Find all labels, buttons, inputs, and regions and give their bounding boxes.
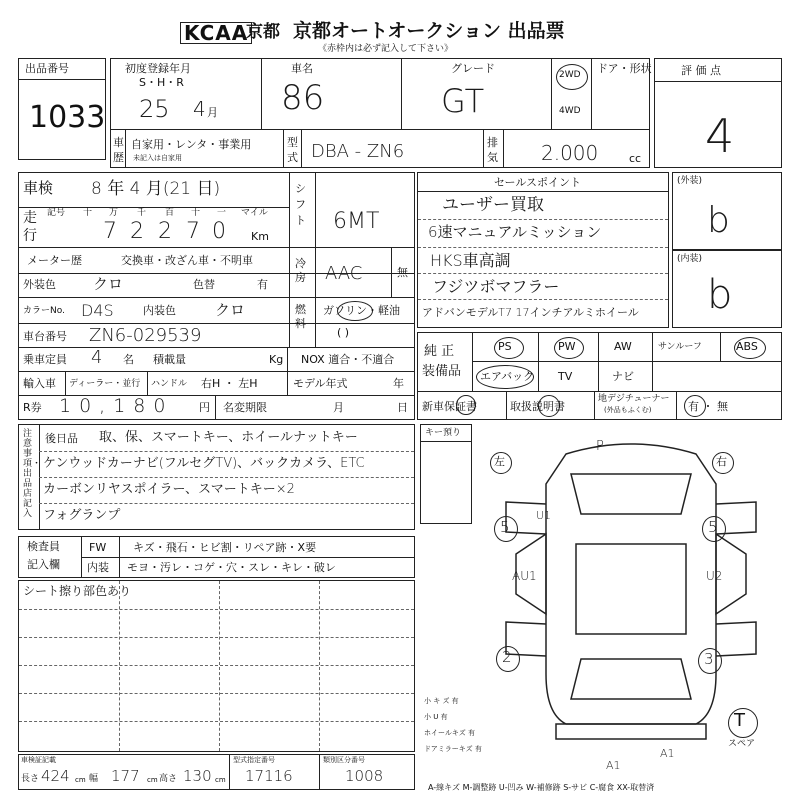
checker-int-text: モヨ・汚レ・コゲ・穴・スレ・キレ・破レ	[127, 561, 336, 574]
inspection-label: 車検	[23, 179, 54, 197]
notes-line1: 取、保、スマートキー、ホイールナットキー	[99, 430, 358, 445]
digital-tuner-note: (外品もふくむ)	[604, 406, 652, 414]
damage-mark: A1	[606, 759, 621, 772]
checker-label-2: 記入欄	[27, 558, 60, 571]
equip-airbag: エアバック	[480, 370, 535, 383]
width-label: 幅	[89, 774, 99, 784]
sales-point: フジツボマフラー	[432, 277, 560, 296]
notes-line2: ケンウッドカーナビ(フルセグTV)、バックカメラ、ETC	[43, 456, 365, 471]
sales-point: ユーザー買取	[442, 195, 544, 215]
damage-mark: 2	[502, 648, 512, 666]
length-unit: cm	[75, 776, 86, 784]
exterior-label: (外装)	[677, 176, 703, 186]
notes-line1-label: 後日品	[45, 432, 78, 445]
equipment-label-1: 純 正	[424, 344, 455, 359]
ext-color: クロ	[93, 275, 124, 293]
capacity-label: 乗車定員	[23, 353, 67, 366]
checker-int: 内装	[87, 561, 109, 574]
int-color: クロ	[215, 301, 246, 319]
interior-box	[672, 250, 782, 328]
model-year-unit: 年	[393, 377, 404, 390]
width-unit: cm	[147, 776, 158, 784]
equip-abs: ABS	[736, 340, 758, 353]
recycle-label: R券	[23, 401, 42, 414]
disp-value: 2.000	[541, 141, 599, 165]
reg-month: 4	[193, 97, 206, 121]
score-label: 評 価 点	[681, 64, 721, 77]
key-box	[420, 424, 472, 524]
dimensions-box	[18, 754, 415, 790]
load-unit: Kg	[269, 353, 284, 366]
header	[0, 0, 800, 58]
type-no-label: 型式指定番号	[233, 756, 275, 764]
class-no-label: 類別区分番号	[323, 756, 365, 764]
width: 177	[111, 767, 140, 785]
height-label: 高さ	[159, 774, 178, 784]
damage-mark: 5	[708, 518, 718, 536]
usage-options: 自家用・レンタ・事業用	[131, 138, 252, 151]
manual: 取扱説明書	[510, 400, 565, 413]
int-color-label: 内装色	[143, 304, 176, 317]
reg-month-unit: 月	[207, 106, 218, 119]
diagram-front-mark: P	[596, 439, 604, 454]
model-label-1: 型	[287, 136, 298, 149]
usage-label-2: 歴	[113, 151, 124, 164]
fuel-paren: ( )	[337, 326, 350, 339]
color-no-label: カラーNo.	[23, 306, 65, 316]
recycle-unit: 円	[199, 401, 210, 414]
diagram-left: 左	[494, 455, 505, 468]
reg-era: S・H・R	[139, 76, 184, 89]
equipment-box	[417, 332, 782, 420]
page-title: 京都オートオークション 出品票	[293, 20, 565, 42]
meter-options: 交換車・改ざん車・不明車	[121, 254, 253, 267]
vehicle-top-box	[110, 58, 650, 168]
length-label: 長さ	[21, 774, 40, 784]
mileage-digit: 7	[103, 219, 117, 244]
score-value: 4	[705, 109, 735, 163]
height: 130	[183, 767, 212, 785]
ext-color-label: 外装色	[23, 278, 56, 291]
car-name: 86	[281, 78, 325, 118]
color-no: D4S	[81, 301, 114, 320]
car-diagram	[476, 424, 786, 774]
tuner-yes-no: 有 ・ 無	[688, 400, 728, 413]
color-change-label: 色替	[193, 278, 215, 291]
inspection-grid	[18, 580, 415, 752]
legend-small-item: ドアミラーキズ 有	[424, 745, 482, 753]
color-change: 有	[257, 278, 268, 291]
damage-mark: U2	[706, 569, 723, 583]
equip-sunroof: サンルーフ	[658, 342, 702, 352]
usage-label-1: 車	[113, 136, 124, 149]
nox: NOX 適合・不適合	[301, 353, 395, 366]
spare-label: スペア	[728, 739, 756, 749]
shift-label: シフト	[295, 182, 306, 227]
sales-point: 6速マニュアルミッション	[428, 223, 602, 241]
usage-note: 未記入は自家用	[133, 154, 182, 162]
chassis-label: 車台番号	[23, 330, 67, 343]
equip-pw: PW	[558, 340, 576, 353]
mileage-digit: 7	[186, 219, 200, 244]
exterior-score: b	[707, 200, 730, 241]
ac-value: AAC	[325, 263, 363, 284]
door-label: ドア・形状	[597, 62, 652, 75]
mileage-label-2: 行	[23, 228, 37, 244]
capacity-unit: 名	[123, 353, 134, 366]
inspection-value: 8 年 4 月(21 日)	[91, 179, 221, 199]
reg-label: 初度登録年月	[125, 62, 191, 75]
checker-handwriting: シート擦り部色あり	[23, 584, 132, 598]
model-year-label: モデル年式	[293, 377, 348, 390]
equipment-label-2: 装備品	[422, 364, 462, 379]
spec-table: 車検 8 年 4 月(21 日) 走 行 記号 十 万 千 百 十 一 マイル 7 2 2 7 0 Km シフト 6MT メーター歴 交換車・改ざん車・不明車 外装色 クロ 色替 有 カラーNo. D4S 内装色 クロ 車台番号 ZN6-029539 冷房 AAC 無 燃料 ガソリン・軽油 ( ) 乗車定員 4 名 積載量 Kg NOX 適合・不適合 輸入車 ディーラー・並行 ハンドル 右H ・ 左H モデル年式 年 R券 10,180 円 名変期限 月 日	[18, 172, 415, 420]
sales-points-label: セールスポイント	[494, 176, 582, 189]
diagram-right: 右	[716, 455, 727, 468]
equip-tv: TV	[558, 370, 573, 383]
interior-label: (内装)	[677, 254, 703, 264]
score-box	[654, 58, 782, 168]
shift-value: 6MT	[333, 209, 380, 234]
equip-aw: AW	[614, 340, 632, 353]
checker-fw: FW	[89, 541, 107, 554]
mileage-digit: 0	[212, 219, 226, 244]
sales-point: アドバンモデルT7 17インチアルミホイール	[422, 306, 639, 319]
damage-mark: U1	[536, 509, 552, 522]
import-label: 輸入車	[23, 377, 56, 390]
legend-small-item: 小 キ ズ 有	[424, 697, 459, 705]
meter-label: メーター歴	[27, 254, 82, 267]
equip-navi: ナビ	[612, 370, 634, 383]
drive-2wd: 2WD	[559, 70, 581, 80]
key-label: キー預り	[425, 428, 462, 438]
legend-small-item: ホイールキズ 有	[424, 729, 475, 737]
damage-mark: 5	[500, 518, 510, 536]
damage-mark: A1	[660, 747, 675, 760]
model-label-2: 式	[287, 151, 298, 164]
checker-fw-text: キズ・飛石・ヒビ割・リペア跡・X要	[133, 541, 317, 554]
disp-label-2: 気	[487, 151, 498, 164]
mileage-digit: 2	[130, 219, 144, 244]
disp-unit: cc	[629, 152, 642, 165]
header-note: 《赤枠内は必ず記入して下さい》	[318, 44, 454, 54]
tax-label: 名変期限	[223, 401, 267, 414]
spare-mark: T	[734, 710, 745, 731]
type-no: 17116	[245, 767, 293, 785]
grade: GT	[441, 82, 485, 120]
class-no: 1008	[345, 767, 384, 785]
reg-year: 25	[139, 95, 170, 123]
grade-label: グレード	[451, 62, 495, 75]
notes-box	[18, 424, 415, 530]
exterior-box	[672, 172, 782, 250]
drive-4wd: 4WD	[559, 106, 581, 116]
lot-label: 出品番号	[25, 62, 69, 75]
mileage-digit: 2	[158, 219, 172, 244]
digital-tuner: 地デジチューナー	[598, 394, 670, 404]
lot-number: 1033	[29, 100, 106, 135]
damage-mark: AU1	[512, 569, 537, 583]
reg-cert-label: 車検証記載	[21, 756, 56, 764]
damage-legend: A-線キズ M-調整跡 U-凹み W-補修跡 S-サビ C-腐食 XX-取替済	[428, 783, 655, 792]
checker-box	[18, 536, 415, 578]
mileage-unit: Km	[251, 230, 269, 243]
lot-number-box	[18, 58, 106, 160]
fuel-label: 燃料	[295, 303, 306, 330]
checker-label-1: 検査員	[27, 540, 60, 553]
capacity-value: 4	[91, 347, 103, 368]
equip-ps: PS	[498, 340, 512, 353]
notes-line3: カーボンリヤスポイラー、スマートキー×2	[43, 482, 295, 497]
height-unit: cm	[215, 776, 226, 784]
load-label: 積載量	[153, 353, 186, 366]
import-dealer: ディーラー・並行	[69, 379, 141, 389]
length: 424	[41, 767, 70, 785]
logo: KCAA	[180, 22, 252, 44]
recycle-value: 10,180	[59, 395, 174, 417]
tax-day: 日	[397, 401, 408, 414]
notes-line4: フォグランプ	[43, 508, 121, 523]
logo-sub: 京都	[246, 22, 280, 42]
car-name-label: 車名	[291, 62, 313, 75]
fuel-options: ガソリン・軽油	[323, 304, 400, 317]
handle-label: ハンドル	[151, 379, 188, 389]
legend-small-item: 小 U 有	[424, 713, 448, 721]
mileage-label-1: 走	[23, 210, 37, 226]
sales-point: HKS車高調	[430, 251, 511, 270]
sales-points-box	[417, 172, 669, 328]
model-value: DBA - ZN6	[311, 141, 405, 162]
interior-score: b	[707, 272, 733, 318]
chassis-no: ZN6-029539	[89, 325, 202, 346]
tax-month: 月	[333, 401, 344, 414]
ac-label: 冷房	[295, 257, 306, 284]
new-car-cert: 新車保証書	[422, 400, 477, 413]
disp-label-1: 排	[487, 136, 498, 149]
ac-none: 無	[397, 266, 408, 279]
handle-side: 右H ・ 左H	[201, 377, 258, 390]
notes-label: 注意事項・出品店記入	[23, 429, 42, 519]
damage-mark: 3	[704, 650, 714, 668]
